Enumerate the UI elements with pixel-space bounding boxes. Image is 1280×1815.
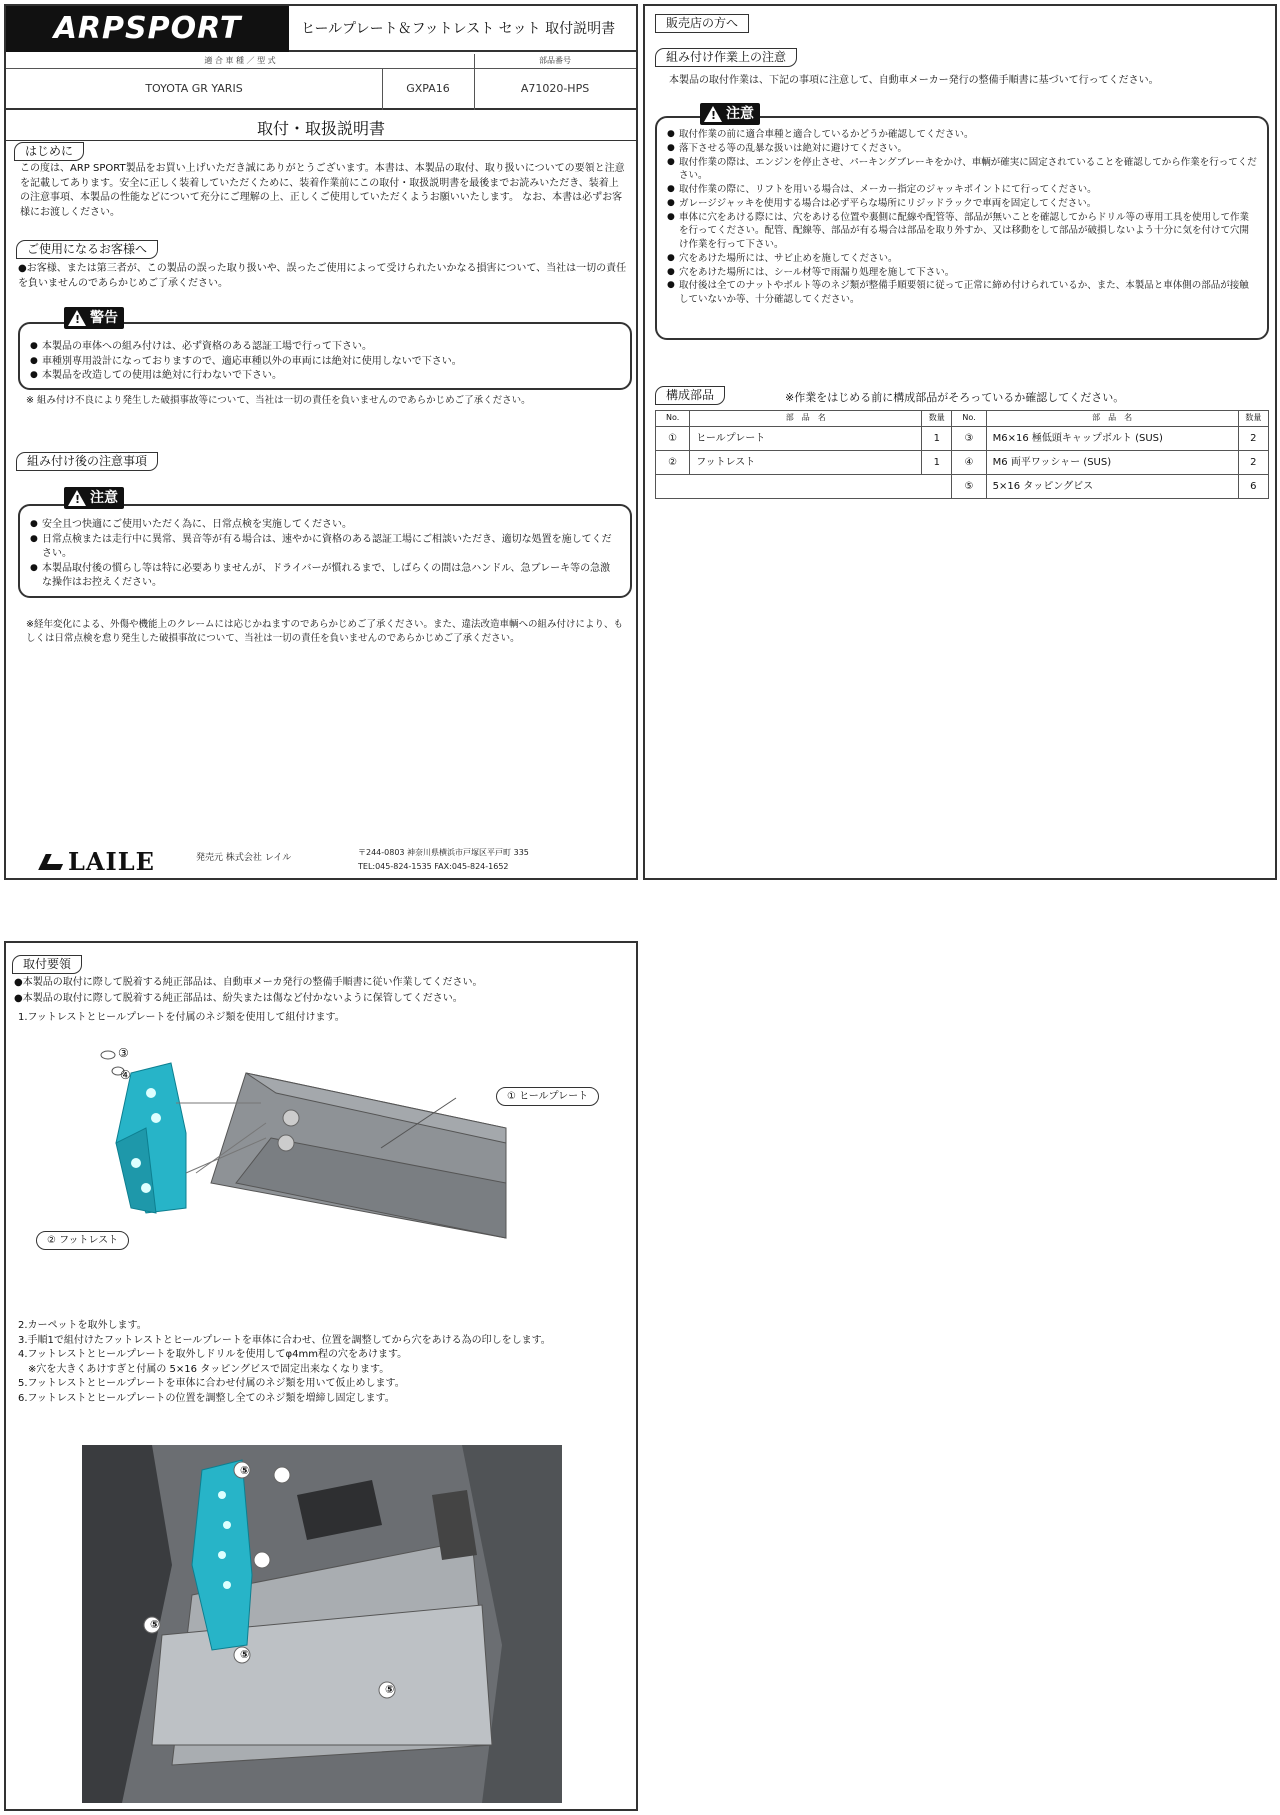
warning-item: ● 本製品を改造しての使用は絶対に行わないで下さい。	[30, 369, 620, 384]
caution-triangle-icon: !	[68, 490, 86, 506]
table-row: ① ヒールプレート 1 ③ M6×16 極低頭キャップボルト (SUS) 2	[656, 427, 1269, 451]
instruction-page-2	[643, 4, 1277, 880]
photo-callout: ⑤	[385, 1683, 395, 1696]
step-item: ※穴を大きくあけすぎと付属の 5×16 タッピングビスで固定出来なくなります。	[18, 1363, 390, 1375]
step-item: 5.フットレストとヒールプレートを車体に合わせ付属のネジ類を用いて仮止めします。	[18, 1378, 405, 1389]
laile-mark-icon	[38, 854, 67, 870]
warning-item: ● 本製品の車体への組み付けは、必ず資格のある認証工場で行って下さい。	[30, 340, 620, 355]
step-item: 4.フットレストとヒールプレートを取外しドリルを使用してφ4mm程の穴をあけます。	[18, 1349, 408, 1360]
step-item: 2.カーペットを取外します。	[18, 1320, 147, 1331]
col-name: 部 品 名	[690, 411, 922, 427]
warning-note: ※ 組み付け不良により発生した破損事故等について、当社は一切の責任を負いませんのであらかじめご了承ください。	[26, 395, 531, 406]
dealer-caution-item: ● ガレージジャッキを使用する場合は必ず平らな場所にリジッドラックで車両を固定してください。	[667, 197, 1257, 211]
instruction-page-1	[4, 4, 638, 880]
components-tag: 構成部品	[655, 386, 725, 405]
steps-list	[18, 1319, 634, 1406]
col-qty: 数量	[1238, 411, 1268, 427]
footer-tel: TEL:045-824-1535 FAX:045-824-1652	[358, 862, 509, 871]
step-item: 6.フットレストとヒールプレートの位置を調整し全てのネジ類を増締し固定します。	[18, 1392, 395, 1404]
col-name: 部 品 名	[986, 411, 1238, 427]
caution-item: ● 安全且つ快適にご使用いただく為に、日常点検を実施してください。	[30, 518, 620, 533]
procedure-tag: 取付要領	[12, 955, 82, 974]
dealer-caution-label-text: 注意	[726, 105, 754, 122]
dealer-caution-item: ● 取付作業の前に適合車種と適合しているかどうか確認してください。	[667, 128, 1257, 142]
photo-callout: ⑤	[240, 1464, 250, 1477]
caution-label	[64, 487, 124, 509]
components-table	[655, 410, 1269, 499]
warning-box	[18, 322, 632, 390]
step-item: 3.手順1で組付けたフットレストとヒールプレートを車体に合わせ、位置を調整してから穴をあける為の印しをします。	[18, 1334, 551, 1346]
caution-item: ● 日常点検または走行中に異常、異音等が有る場合は、速やかに資格のある認証工場にご相談いただき、適切な処置を施してください。	[30, 533, 620, 562]
warning-triangle-icon: !	[68, 310, 86, 326]
work-text: 本製品の取付作業は、下記の事項に注意して、自動車メーカー発行の整備手順書に基づいて行ってください。	[669, 75, 1159, 86]
header-bar	[6, 6, 636, 52]
caution-box	[18, 504, 632, 598]
callout-3: ③	[118, 1046, 129, 1060]
spec-model: GXPA16	[406, 81, 450, 95]
dealer-caution-box	[655, 116, 1269, 340]
spec-table	[6, 54, 636, 110]
dealer-caution-item: ● 車体に穴をあける際には、穴をあける位置や裏側に配線や配管等、部品が無いことを確認してからドリル等の専用工具を使用して作業を行ってください。配管、配線等、部品が有る場合は部品を取り外すか、又は移動をして部品が破損しないよう十分に気を付けて穴開け作業を行って下さい。	[667, 211, 1257, 252]
warning-item: ● 車種別専用設計になっておりますので、適応車種以外の車両には絶対に使用しないで下さい。	[30, 355, 620, 370]
warning-label	[64, 307, 124, 329]
procedure-bullet: ●本製品の取付に際して脱着する純正部品は、紛失または傷など付かないように保管してください。	[14, 993, 463, 1004]
spec-vehicle: TOYOTA GR YARIS	[145, 81, 243, 95]
caution-label-text: 注意	[90, 489, 118, 506]
dealer-caution-item: ● 穴をあけた場所には、シール材等で雨漏り処理を施して下さい。	[667, 266, 1257, 280]
customer-tag: ご使用になるお客様へ	[16, 240, 158, 259]
document-title: ヒールプレート＆フットレスト セット 取付説明書	[301, 21, 616, 37]
callout-4: ④	[120, 1068, 131, 1082]
footer-seller: 発売元 株式会社 レイル	[196, 853, 292, 863]
col-qty: 数量	[922, 411, 952, 427]
customer-text: ●お客様、または第三者が、この製品の誤った取り扱いや、誤ったご使用によって受けられたいかなる損害について、当社は一切の責任を負いませんのであらかじめご了承ください。	[18, 263, 627, 289]
photo-callout: ⑤	[150, 1618, 160, 1631]
caution-item: ● 本製品取付後の慣らし等は特に必要ありませんが、ドライバーが慣れるまで、しばらくの間は急ハンドル、急ブレーキ等の急激な操作はお控えください。	[30, 562, 620, 591]
intro-text: この度は、ARP SPORT製品をお買い上げいただき誠にありがとうございます。本書は、本製品の取付、取り扱いについての要領と注意を記載してあります。安全に正しく装着していただくために、装着作業前にこの取付・取扱説明書を最後までお読みいただき、装着上の注意事項、本製品の性能などについて充分にご理解の上、正しくご使用していただくようお願いいたします。 なお、本書は必ずお客様にお渡しください。	[20, 163, 625, 218]
warning-label-text: 警告	[90, 309, 118, 326]
spec-part-no: A71020-HPS	[520, 81, 590, 95]
caution-triangle-icon: !	[704, 106, 722, 122]
col-no: No.	[656, 411, 690, 427]
spec-header-part-no: 部品番号	[539, 55, 571, 65]
components-note: ※作業をはじめる前に構成部品がそろっているか確認してください。	[785, 391, 1125, 404]
table-row: ② フットレスト 1 ④ M6 両平ワッシャー (SUS) 2	[656, 451, 1269, 475]
dealer-caution-item: ● 落下させる等の乱暴な扱いは絶対に避けてください。	[667, 142, 1257, 156]
laile-logo: LAILE	[42, 846, 155, 878]
col-no: No.	[952, 411, 986, 427]
callout-heel-plate: ① ヒールプレート	[496, 1087, 599, 1106]
table-row: ⑤ 5×16 タッピングビス 6	[656, 475, 1269, 499]
dealer-caution-item: ● 取付作業の際は、エンジンを停止させ、パーキングブレーキをかけ、車輌が確実に固定されていることを確認してから作業を行ってください。	[667, 156, 1257, 184]
work-tag: 組み付け作業上の注意	[655, 48, 797, 67]
intro-tag: はじめに	[14, 142, 84, 161]
instruction-page-3	[4, 941, 638, 1811]
brand-logo: ARPSPORT	[6, 6, 289, 52]
step-1: 1.フットレストとヒールプレートを付属のネジ類を使用して組付けます。	[18, 1012, 345, 1023]
dealer-caution-item: ● 取付作業の際に、リフトを用いる場合は、メーカー指定のジャッキポイントにて行ってください。	[667, 183, 1257, 197]
callout-footrest: ② フットレスト	[36, 1231, 129, 1250]
dealer-tag: 販売店の方へ	[655, 14, 749, 33]
footer-address: 〒244-0803 神奈川県横浜市戸塚区平戸町 335	[358, 848, 529, 857]
dealer-caution-item: ● 穴をあけた場所には、サビ止めを施してください。	[667, 252, 1257, 266]
after-note: ※経年変化による、外傷や機能上のクレームには応じかねますのであらかじめご了承ください。また、違法改造車輌への組み付けにより、もしくは日常点検を怠り発生した破損事故について、当社は一切の責任を負いませんのであらかじめご了承ください。	[26, 619, 623, 644]
section-title: 取付・取扱説明書	[256, 119, 385, 138]
dealer-caution-item: ● 取付後は全てのナットやボルト等のネジ類が整備手順要領に従って正常に締め付けられているか、また、本製品と車体側の部品が接触していないか等、十分確認してください。	[667, 279, 1257, 307]
dealer-caution-label	[700, 103, 760, 125]
spec-header-vehicle: 適 合 車 種 ／ 型 式	[204, 55, 276, 65]
photo-callout: ⑤	[240, 1648, 250, 1661]
after-tag: 組み付け後の注意事項	[16, 452, 158, 471]
installation-photo	[82, 1445, 562, 1803]
procedure-bullet: ●本製品の取付に際して脱着する純正部品は、自動車メーカ発行の整備手順書に従い作業してください。	[14, 977, 483, 988]
